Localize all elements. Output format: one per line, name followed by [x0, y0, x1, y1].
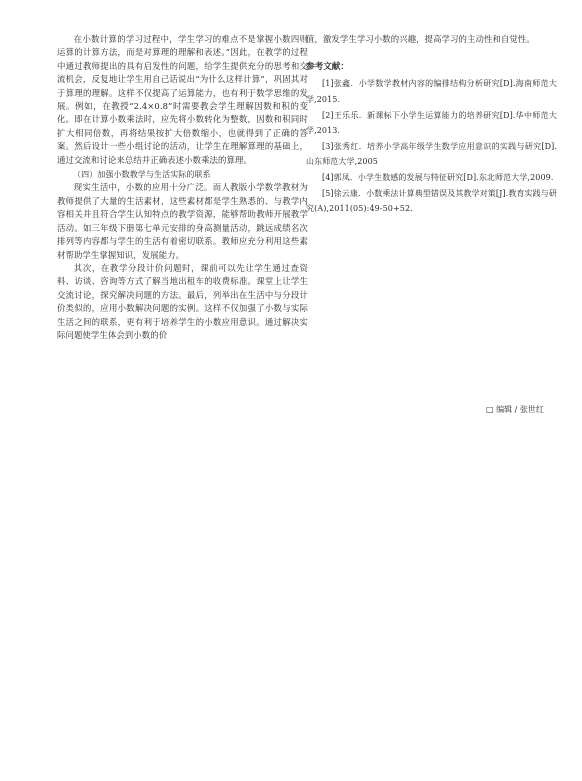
- reference-item: [2]王乐乐．新课标下小学生运算能力的培养研究[D].华中师范大学,2013.: [306, 110, 557, 136]
- paragraph-calculation-understanding: 在小数计算的学习过程中，学生学习的难点不是掌握小数四则运算的计算方法，而是对算理的理解和表述。”因此，在教学的过程中通过教师提出的具有启发性的问题，给学生提供充分的思考和交流机会，反复地让学生用自己话说出“为什么这样计算”，巩固其对于算理的理解。这样不仅提高了运算能力，也有利于数学思维的发展。例如，在教授“2.4×0.8”时需要教会学生理解因数和积的变化。即在计算小数乘法时，应先将小数转化为整数，因数和积同时扩大相同倍数，再将结果按扩大倍数缩小，也就得到了正确的答案。然后设计一些小组讨论的活动，让学生在理解算理的基础上，通过交流和讨论来总结并正确表述小数乘法的算理。: [57, 34, 308, 165]
- reference-item: [4]郭凤．小学生数感的发展与特征研究[D].东北师范大学,2009.: [322, 172, 554, 182]
- paragraph-life-materials: 现实生活中，小数的应用十分广泛。而人教版小学数学教材为教师提供了大量的生活素材，这些素材都是学生熟悉的、与教学内容相关并且符合学生认知特点的教学资源，能够帮助教师开展教学活动。如三年级下册第七单元安排的身高测量活动，跳远成绩名次排列等内容都与学生的生活有着密切联系。教师应充分利用这些素材帮助学生掌握知识，发展能力。: [57, 182, 308, 260]
- references-list: [306, 76, 557, 216]
- section-heading-life-connection: （四）加强小数教学与生活实际的联系: [73, 170, 211, 180]
- paragraph-continued: 值，激发学生学习小数的兴趣，提高学习的主动性和自觉性。: [306, 34, 535, 44]
- references-title: 参考文献：: [306, 62, 349, 73]
- right-column: [306, 33, 557, 217]
- editor-note: □ 编辑 / 张世红: [486, 405, 544, 414]
- reference-item: [5]徐云康．小数乘法计算典型错误及其教学对策[J].教育实践与研究(A),2011(05):49-50+52.: [306, 188, 557, 214]
- left-column: [57, 33, 308, 342]
- reference-item: [1]张鑫．小学数学教材内容的编排结构分析研究[D].海南师范大学,2015.: [306, 79, 557, 104]
- paragraph-segmented-pricing: 其次，在教学分段计价问题时，课前可以先让学生通过查资料、访谈、咨询等方式了解当地出租车的收费标准。课堂上让学生交流讨论，探究解决问题的方法。最后，列举出在生活中与分段计价类似的，应用小数解决问题的实例。这样不仅加强了小数与实际生活之间的联系，更有利于培养学生的小数应用意识。通过解决实际问题使学生体会到小数的价: [57, 262, 308, 340]
- reference-item: [3]张秀红．培养小学高年级学生数学应用意识的实践与研究[D].山东师范大学,2005: [306, 141, 557, 167]
